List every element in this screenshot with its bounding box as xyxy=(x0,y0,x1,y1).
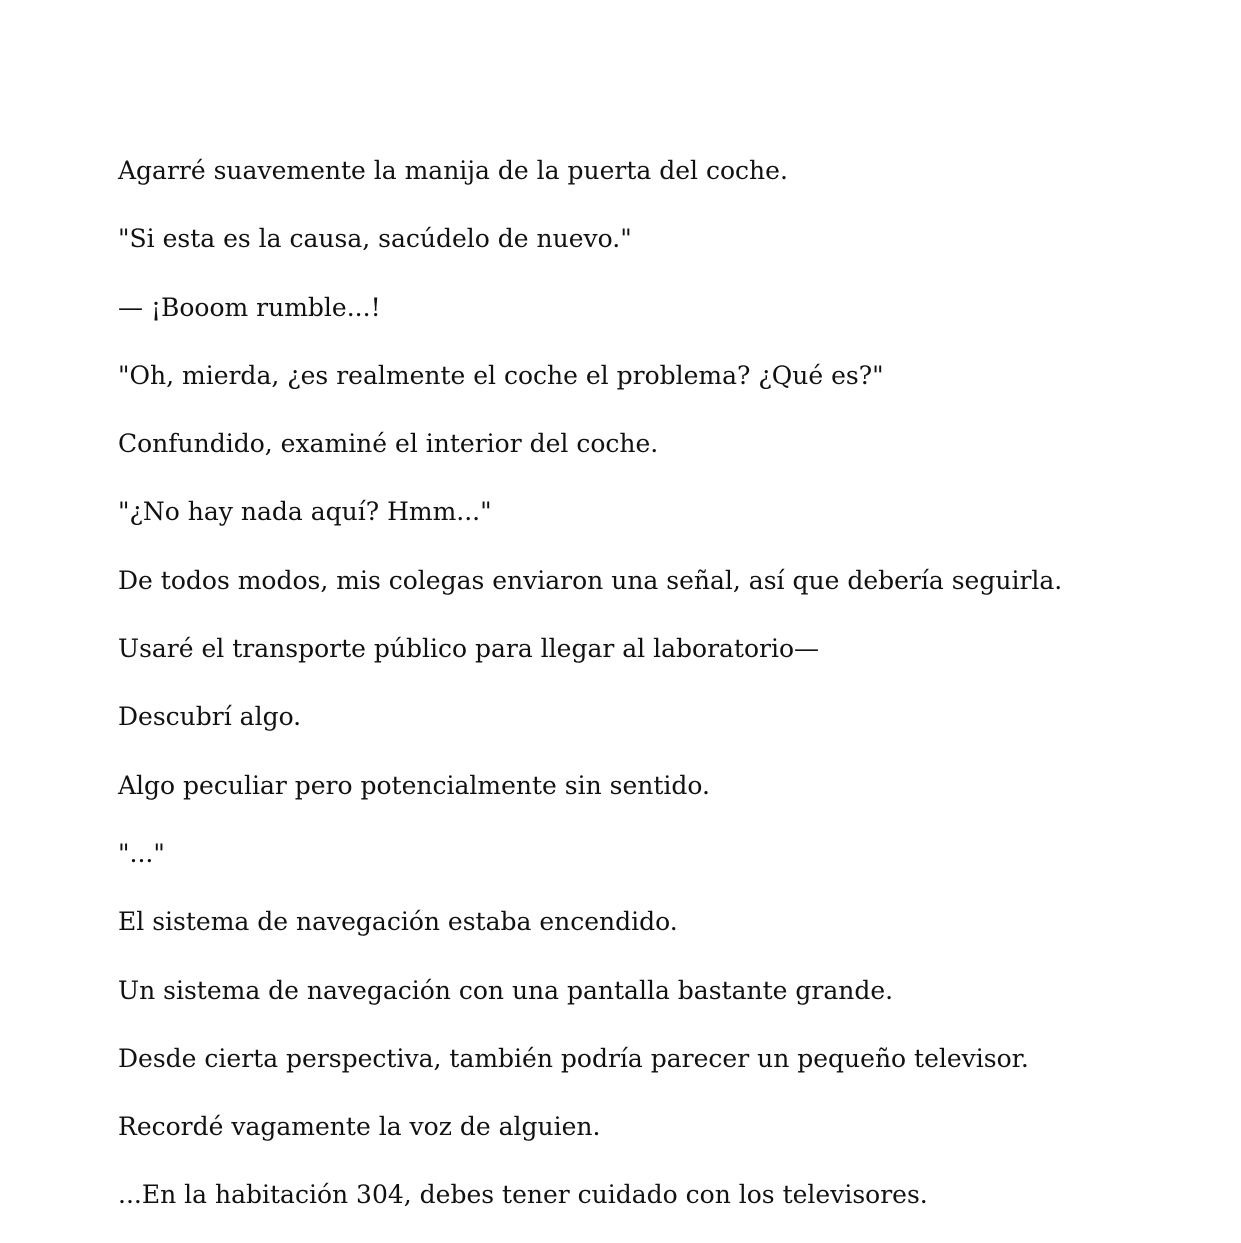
paragraph: El sistema de navegación estaba encendido. xyxy=(118,907,678,937)
paragraph: "..." xyxy=(118,838,165,868)
paragraph: Confundido, examiné el interior del coche. xyxy=(118,429,659,459)
paragraph: "Oh, mierda, ¿es realmente el coche el problema? ¿Qué es?" xyxy=(118,360,884,390)
paragraph: Usaré el transporte público para llegar al laboratorio— xyxy=(118,634,820,664)
paragraph: "¿No hay nada aquí? Hmm..." xyxy=(118,497,492,527)
paragraph: ...En la habitación 304, debes tener cuidado con los televisores. xyxy=(118,1180,928,1210)
paragraph: Recordé vagamente la voz de alguien. xyxy=(118,1112,601,1142)
paragraph: Un sistema de navegación con una pantalla bastante grande. xyxy=(118,975,894,1005)
paragraph: De todos modos, mis colegas enviaron una señal, así que debería seguirla. xyxy=(118,565,1063,595)
paragraph: "Si esta es la causa, sacúdelo de nuevo." xyxy=(118,224,632,254)
text-column xyxy=(118,150,1198,1243)
paragraph: Descubrí algo. xyxy=(118,702,302,732)
paragraph: Agarré suavemente la manija de la puerta del coche. xyxy=(118,156,788,185)
paragraph: Algo peculiar pero potencialmente sin sentido. xyxy=(118,770,710,800)
paragraph: — ¡Booom rumble...! xyxy=(118,292,381,322)
paragraph: Desde cierta perspectiva, también podría parecer un pequeño televisor. xyxy=(118,1043,1029,1073)
